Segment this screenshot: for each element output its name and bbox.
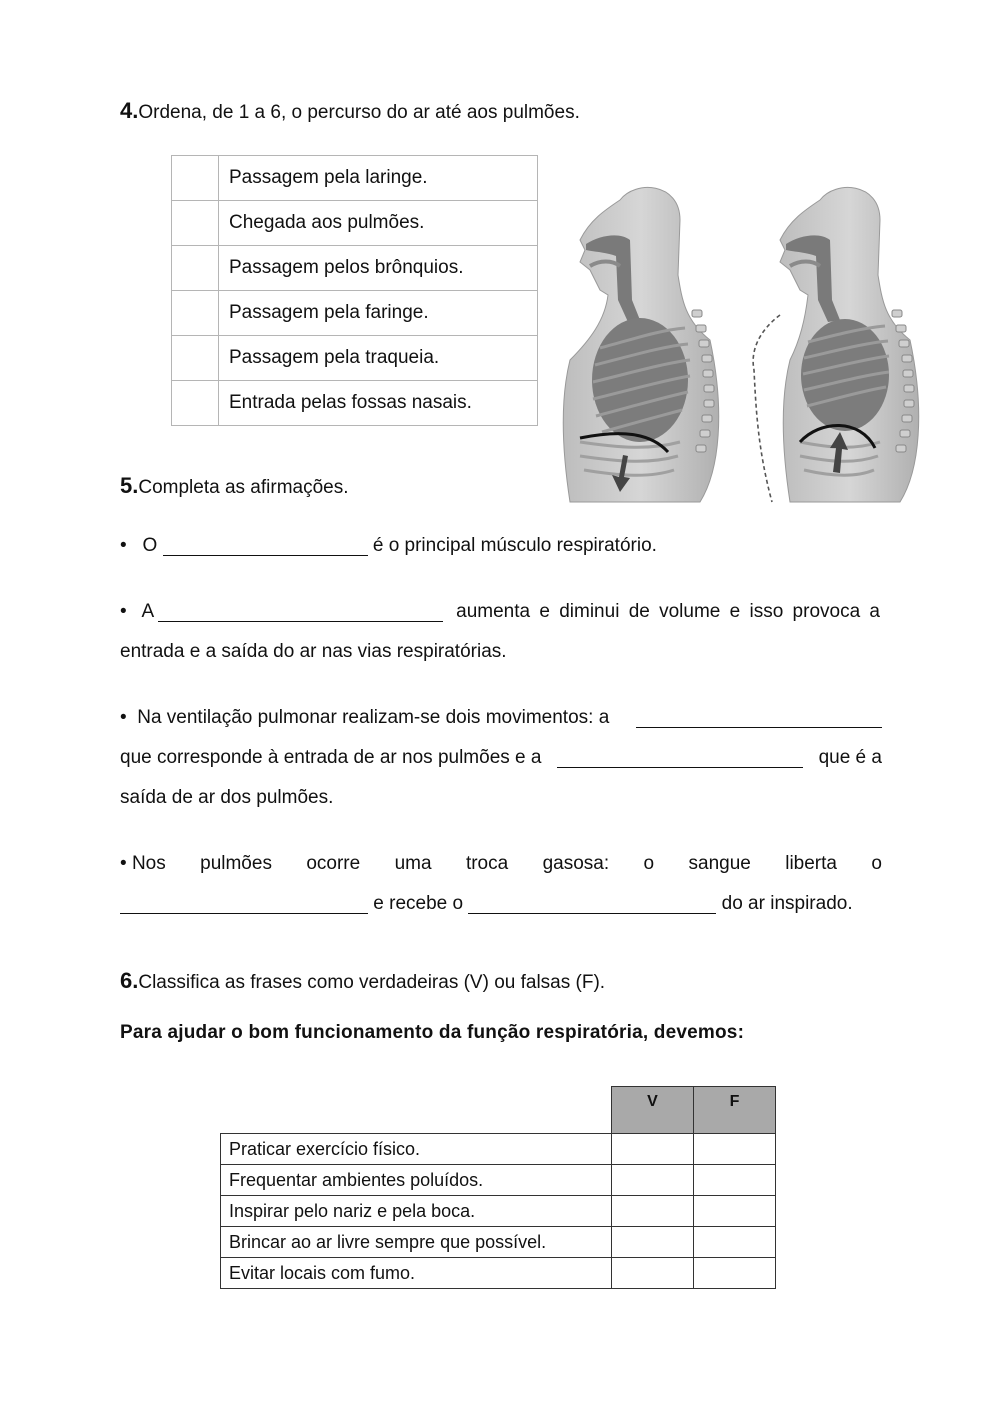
statement-text: que corresponde à entrada de ar nos pulmões e a [120, 747, 542, 768]
statement-text: Brincar ao ar livre sempre que possível. [221, 1227, 612, 1258]
step-text: Passagem pelos brônquios. [219, 246, 538, 291]
f-input[interactable] [694, 1195, 779, 1227]
word: sangue [688, 853, 751, 874]
question-4-title [120, 98, 580, 124]
answer-input[interactable] [468, 894, 716, 914]
question-5-title [120, 473, 349, 499]
v-cell[interactable] [612, 1165, 694, 1196]
answer-input[interactable] [163, 536, 368, 556]
step-text: Passagem pela faringe. [219, 291, 538, 336]
word: ocorre [306, 853, 361, 874]
answer-blank[interactable] [468, 893, 716, 914]
table-row [172, 336, 538, 381]
word: pulmões [200, 853, 272, 874]
statement-text: do ar inspirado. [721, 893, 853, 914]
bullet: • [120, 707, 127, 728]
answer-input[interactable] [158, 602, 443, 622]
statement-text: Evitar locais com fumo. [221, 1258, 612, 1289]
question-instruction: Classifica as frases como verdadeiras (V) ou falsas (F). [138, 972, 606, 993]
v-input[interactable] [612, 1133, 697, 1165]
step-text: Entrada pelas fossas nasais. [219, 381, 538, 426]
question-instruction: Completa as afirmações. [138, 477, 349, 498]
word: gasosa: [542, 853, 610, 874]
statement-text: é o principal músculo respiratório. [372, 535, 657, 556]
word: uma [394, 853, 432, 874]
statement-2 [120, 601, 880, 623]
table-row [172, 246, 538, 291]
answer-input[interactable] [120, 894, 368, 914]
answer-blank[interactable] [120, 893, 368, 914]
empty-header [221, 1087, 612, 1134]
statement-text: A [141, 601, 154, 622]
order-cell[interactable] [172, 291, 219, 336]
question-number: 4. [120, 98, 139, 123]
statement-text: e recebe o [373, 893, 464, 914]
f-input[interactable] [694, 1133, 779, 1165]
word: Nos [131, 853, 166, 874]
answer-blank[interactable] [636, 707, 882, 728]
bullet: • [120, 853, 127, 874]
v-input[interactable] [612, 1164, 697, 1196]
statement-3 [120, 707, 882, 729]
table-row [221, 1258, 776, 1289]
f-cell[interactable] [694, 1258, 776, 1289]
bullet: • [120, 601, 127, 622]
f-cell[interactable] [694, 1165, 776, 1196]
table-row [172, 201, 538, 246]
table-row [221, 1165, 776, 1196]
statement-1 [120, 535, 657, 557]
step-text: Passagem pela laringe. [219, 156, 538, 201]
statement-4 [120, 853, 882, 875]
order-input[interactable] [172, 245, 222, 291]
f-cell[interactable] [694, 1227, 776, 1258]
table-row [172, 291, 538, 336]
v-input[interactable] [612, 1257, 697, 1289]
word: troca [465, 853, 509, 874]
order-cell[interactable] [172, 156, 219, 201]
answer-blank[interactable] [158, 601, 443, 622]
statement-text: que é a [818, 747, 882, 768]
statement-text: aumenta e diminui de volume e isso provoca a [456, 601, 880, 622]
word: liberta [785, 853, 837, 874]
true-false-table [220, 1086, 776, 1289]
answer-blank[interactable] [163, 535, 368, 556]
v-input[interactable] [612, 1226, 697, 1258]
table-header-row [221, 1087, 776, 1134]
statement-text: Na ventilação pulmonar realizam-se dois movimentos: a [137, 707, 610, 728]
f-input[interactable] [694, 1257, 779, 1289]
order-input[interactable] [172, 335, 222, 381]
statement-text: O [142, 535, 158, 556]
order-input[interactable] [172, 200, 222, 246]
table-row [221, 1196, 776, 1227]
v-cell[interactable] [612, 1196, 694, 1227]
bullet: • [120, 535, 127, 556]
v-cell[interactable] [612, 1227, 694, 1258]
order-cell[interactable] [172, 381, 219, 426]
question-number: 5. [120, 473, 139, 498]
statement-4-line-2 [120, 893, 853, 915]
answer-input[interactable] [636, 708, 882, 728]
statement-2-continuation: entrada e a saída do ar nas vias respiratórias. [120, 641, 507, 662]
f-cell[interactable] [694, 1196, 776, 1227]
order-input[interactable] [172, 155, 222, 201]
question-6-title [120, 968, 605, 994]
step-text: Passagem pela traqueia. [219, 336, 538, 381]
order-input[interactable] [172, 380, 222, 426]
f-input[interactable] [694, 1164, 779, 1196]
order-cell[interactable] [172, 201, 219, 246]
question-instruction: Ordena, de 1 a 6, o percurso do ar até aos pulmões. [138, 102, 580, 123]
f-cell[interactable] [694, 1134, 776, 1165]
v-cell[interactable] [612, 1134, 694, 1165]
table-row [172, 156, 538, 201]
v-cell[interactable] [612, 1258, 694, 1289]
column-header-v: V [612, 1087, 694, 1134]
word: o [643, 853, 655, 874]
table-row [221, 1134, 776, 1165]
column-header-f: F [694, 1087, 776, 1134]
section-heading: Para ajudar o bom funcionamento da função respiratória, devemos: [120, 1022, 745, 1043]
expiration-figure-icon [753, 187, 919, 502]
statement-text: Praticar exercício físico. [221, 1134, 612, 1165]
order-cell[interactable] [172, 336, 219, 381]
table-row [221, 1227, 776, 1258]
order-table [171, 155, 538, 426]
word: o [871, 853, 882, 874]
step-text: Chegada aos pulmões. [219, 201, 538, 246]
statement-text: Inspirar pelo nariz e pela boca. [221, 1196, 612, 1227]
answer-input[interactable] [557, 748, 803, 768]
order-input[interactable] [172, 290, 222, 336]
f-input[interactable] [694, 1226, 779, 1258]
statement-3-line-3: saída de ar dos pulmões. [120, 787, 334, 808]
inspiration-figure-icon [563, 187, 718, 502]
table-row [172, 381, 538, 426]
statement-text: Frequentar ambientes poluídos. [221, 1165, 612, 1196]
order-cell[interactable] [172, 246, 219, 291]
breathing-illustration [550, 180, 930, 510]
statement-3-line-2 [120, 747, 882, 769]
v-input[interactable] [612, 1195, 697, 1227]
question-number: 6. [120, 968, 139, 993]
answer-blank[interactable] [557, 747, 803, 768]
